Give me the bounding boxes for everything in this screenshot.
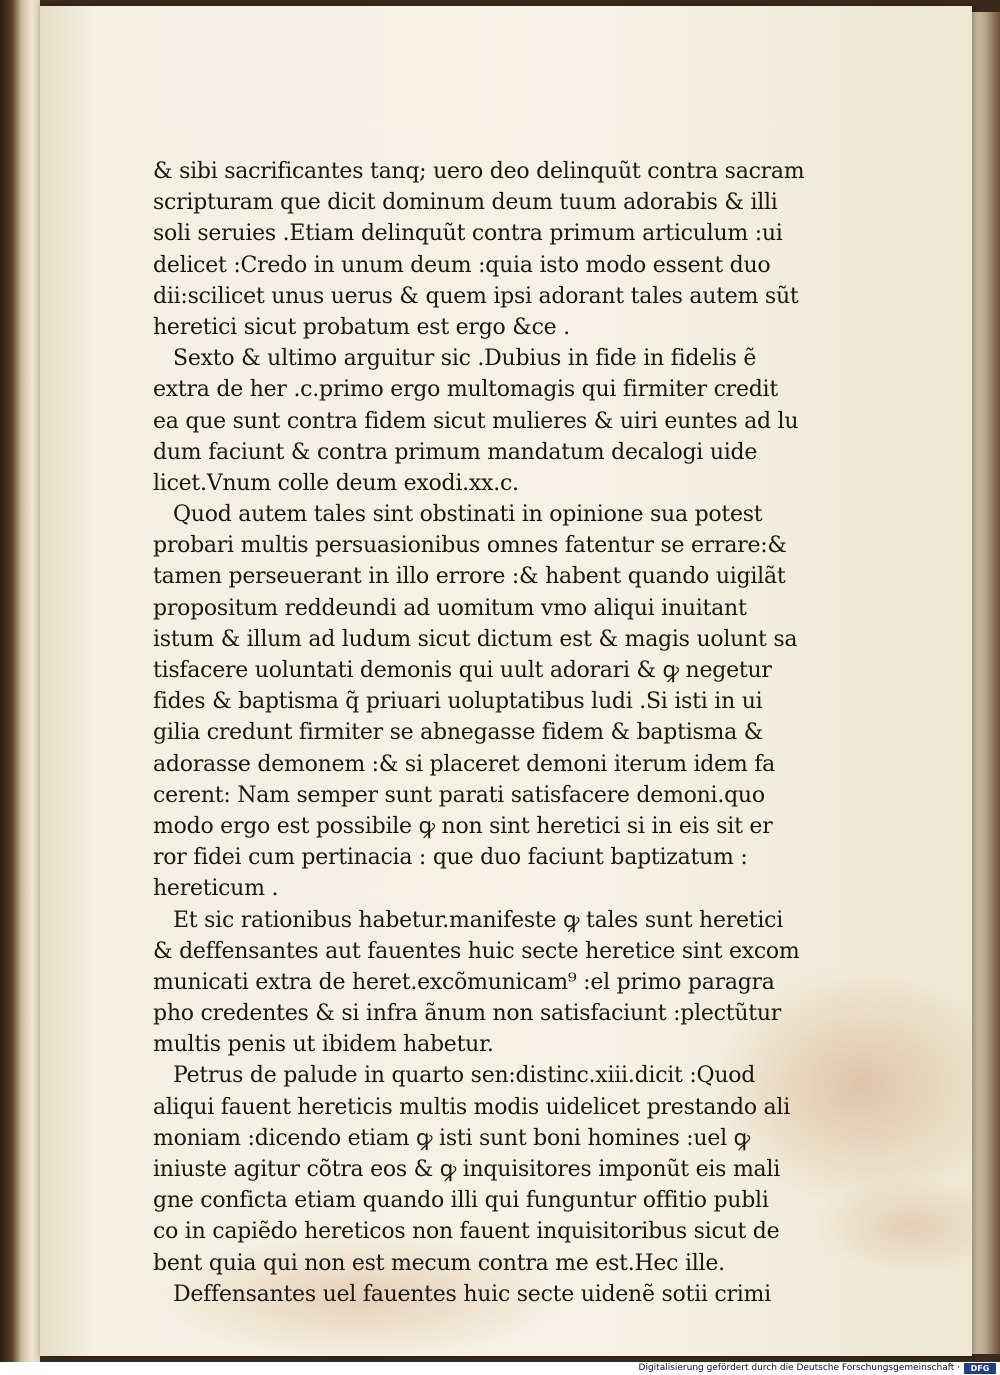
- text-line: tamen perseuerant in illo errore :& habent quando uigilãt: [153, 564, 786, 590]
- text-line: bent quia qui non est mecum contra me est.Hec ille.: [153, 1250, 725, 1276]
- text-line: licet.Vnum colle deum exodi.xx.c.: [153, 470, 519, 496]
- text-line: extra de her .c.primo ergo multomagis qui firmiter credit: [153, 377, 778, 403]
- text-line: Et sic rationibus habetur.manifeste ꝙ tales sunt heretici: [173, 907, 783, 933]
- text-line: municati extra de heret.excõmunicam⁹ :el primo paragra: [153, 969, 775, 995]
- text-line: multis penis ut ibidem habetur.: [153, 1032, 494, 1058]
- footer-credit: Digitalisierung gefördert durch die Deutsche Forschungsgemeinschaft ·: [638, 1363, 960, 1373]
- book-page: [40, 6, 972, 1356]
- text-line: iniuste agitur cõtra eos & ꝙ inquisitores imponũt eis mali: [153, 1157, 780, 1182]
- printed-text-block: [153, 156, 833, 1310]
- text-line: tisfacere uoluntati demonis qui uult adorari & ꝙ negetur: [153, 658, 772, 683]
- text-line: fides & baptisma q̃ priuari uoluptatibus ludi .Si isti in ui: [153, 689, 763, 715]
- text-line: Deffensantes uel fauentes huic secte uidenẽ sotii crimi: [173, 1281, 771, 1307]
- text-line: pho credentes & si infra ãnum non satisfaciunt :plectũtur: [153, 1001, 782, 1027]
- text-line: & deffensantes aut fauentes huic secte heretice sint excom: [153, 938, 800, 964]
- text-line: gne conficta etiam quando illi qui funguntur offitio publi: [153, 1188, 769, 1214]
- text-line: Quod autem tales sint obstinati in opinione sua potest: [173, 502, 763, 528]
- text-line: heretici sicut probatum est ergo &ce .: [153, 314, 570, 340]
- digitization-footer: [0, 1362, 1000, 1375]
- text-line: moniam :dicendo etiam ꝙ isti sunt boni homines :uel ꝙ: [153, 1125, 750, 1151]
- text-line: co in capiẽdo hereticos non fauent inquisitoribus sicut de: [153, 1219, 780, 1245]
- text-line: Sexto & ultimo arguitur sic .Dubius in fide in fidelis ẽ: [173, 346, 757, 372]
- text-line: cerent: Nam semper sunt parati satisfacere demoni.quo: [153, 782, 765, 808]
- text-line: gilia credunt firmiter se abnegasse fidem & baptisma &: [153, 720, 764, 746]
- text-line: dii:scilicet unus uerus & quem ipsi adorant tales autem sũt: [153, 283, 799, 309]
- text-line: delicet :Credo in unum deum :quia isto modo essent duo: [153, 252, 771, 278]
- text-line: ror fidei cum pertinacia : que duo faciunt baptizatum :: [153, 845, 748, 871]
- text-line: & sibi sacrificantes tanq; uero deo delinquũt contra sacram: [153, 159, 805, 184]
- text-line: hereticum .: [153, 876, 279, 902]
- facing-page-edge: [2, 330, 32, 1230]
- text-line: modo ergo est possibile ꝙ non sint heretici si in eis sit er: [153, 813, 773, 839]
- text-line: propositum reddeundi ad uomitum vmo aliqui inuitant: [153, 595, 747, 621]
- book-binding: [0, 0, 40, 1362]
- text-line: soli seruies .Etiam delinquũt contra primum articulum :ui: [153, 221, 783, 247]
- text-line: adorasse demonem :& si placeret demoni iterum idem fa: [153, 751, 776, 777]
- text-line: istum & illum ad ludum sicut dictum est & magis uolunt sa: [153, 626, 798, 652]
- text-line: aliqui fauent hereticis multis modis uidelicet prestando ali: [153, 1094, 790, 1120]
- text-line: dum faciunt & contra primum mandatum decalogi uide: [153, 439, 758, 465]
- text-line: probari multis persuasionibus omnes fatentur se errare:&: [153, 533, 787, 559]
- text-line: Petrus de palude in quarto sen:distinc.xiii.dicit :Quod: [173, 1063, 756, 1089]
- dfg-logo: DFG: [964, 1363, 996, 1374]
- text-line: ea que sunt contra fidem sicut mulieres & uiri euntes ad lu: [153, 408, 799, 434]
- text-line: scripturam que dicit dominum deum tuum adorabis & illi: [153, 190, 778, 216]
